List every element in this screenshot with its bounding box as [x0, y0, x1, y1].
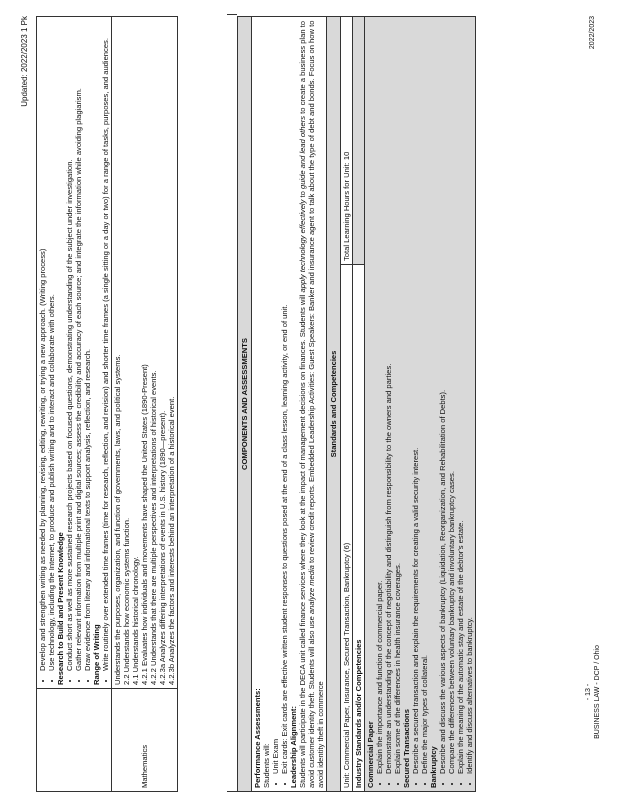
performance-bullet: • Exit cards: Exit cards are effective written student responses to questions posed at the end of a class lesson, learning activity, or end of unit.	[280, 20, 289, 774]
performance-heading: Performance Assessments:	[253, 688, 262, 788]
math-line: 4.1 Understands historical chronology.	[131, 556, 140, 685]
commercial-bullet: • Explain the importance and function of commercial paper.	[375, 20, 384, 774]
commercial-bullet: • Demonstrate an understanding of the concept of negotiability and distinguish from responsibility to the owners and parties.	[384, 20, 393, 774]
math-cell	[112, 17, 178, 689]
standards-header: Standards and Competencies	[327, 17, 341, 792]
math-line: 4.2.3b Analyzes the factors and interests behind an interpretation of a historical event.	[167, 396, 176, 685]
leadership-text-part: Students will participate in the DECA unit called finance services where they look at the impact of management decisions on finances. Students will	[298, 292, 307, 788]
leadership-emphasis: apply technology effectively	[298, 199, 307, 293]
leadership-heading: Leadership Alignment:	[289, 706, 298, 788]
secured-bullet: • Define the major types of collateral.	[420, 20, 429, 774]
standards-header-row	[327, 17, 341, 792]
subject-label: Mathematics	[112, 689, 178, 792]
leadership-text-part: to	[298, 189, 307, 200]
total-hours: Total Learning Hours for Unit: 10	[341, 17, 353, 265]
leadership-text-part: to review credit reports. Embedded Leadership Activities: Guest Speakers: Banker and insurance agent to talk about the type of debt and bonds. Focus on how to avoid identity theft in commerce	[307, 20, 325, 788]
leadership-emphasis: analyze media	[307, 565, 316, 615]
bankruptcy-bullet: • Compare the differences between voluntary bankruptcy and involuntary bankruptcy cases.	[447, 20, 456, 774]
commercial-heading: Commercial Paper	[366, 721, 375, 788]
industry-heading: Industry Standards and/or Competencies	[353, 265, 365, 792]
unit-title: Unit: Commercial Paper, Insurance, Secured Transaction, Bankruptcy (6)	[341, 265, 353, 792]
components-table	[237, 16, 476, 792]
bankruptcy-bullet: • Identify and discuss alternatives to bankruptcy.	[465, 20, 474, 774]
leadership-text-part: to create a business plan to avoid customer identity theft. Students will also use	[298, 20, 316, 788]
students-will: Students will:	[262, 743, 271, 788]
math-line: 4.2.3a Analyzes differing interpretations of events in U.S. history (1890—present).	[158, 410, 167, 685]
industry-side-cell	[353, 17, 365, 265]
footer-date: 2022/2023	[589, 16, 596, 50]
bankruptcy-bullet: • Describe and discuss the various aspects of bankruptcy (Liquidation, Reorganization, and Rehabilitation of Debts).	[438, 20, 447, 774]
research-bullet: • Draw evidence from literary and informational texts to support analysis, reflection, and research.	[83, 20, 92, 671]
footer-page-number: - 13 -	[585, 683, 592, 701]
research-bullet: • Gather relevant information from multiple print and digital sources; assess the credibility and accuracy of each source; and integrate the information while avoiding plagiarism.	[74, 20, 83, 671]
math-line: 4.2.1 Evaluates how individuals and movements have shaped the United States (1890-Present)	[140, 364, 149, 685]
math-line: 2.2 Understands how economic systems function.	[122, 517, 131, 685]
leadership-text	[298, 20, 325, 788]
standards-upper-table	[36, 16, 178, 792]
writing-bullet: • Develop and strengthen writing as needed by planning, revising, editing, rewriting, or trying a new approach. (Writing process)	[38, 20, 47, 671]
updated-date: Updated: 2022/2023 1 Pk	[20, 16, 29, 107]
bankruptcy-heading: Bankruptcy	[429, 746, 438, 788]
writing-bullet: • Use technology, including the Internet, to produce and publish writing and to interact and collaborate with others.	[47, 20, 56, 671]
empty-subject-cell	[37, 689, 112, 792]
competencies-cell	[365, 17, 476, 792]
range-heading: Range of Writing	[92, 624, 101, 685]
components-header: COMPONENTS AND ASSESSMENTS	[238, 17, 252, 792]
writing-cell	[37, 17, 112, 689]
unit-row	[341, 17, 353, 792]
leadership-emphasis: guide and lead others	[298, 115, 307, 190]
writing-row	[37, 17, 112, 792]
competencies-row	[365, 17, 476, 792]
assessments-row	[252, 17, 327, 792]
components-header-row	[238, 17, 252, 792]
math-line: 4.2.2 Understands that there are multiple perspectives and interpretations of historical events.	[149, 370, 158, 685]
research-heading: Research to Build and Present Knowledge	[56, 532, 65, 685]
secured-heading: Secured Transactions	[402, 709, 411, 788]
commercial-bullet: • Explain some of the differences in health insurance coverages.	[393, 20, 402, 774]
assessments-cell	[252, 17, 327, 792]
secured-bullet: • Describe a secured transaction and explain the requirements for creating a valid security interest.	[411, 20, 420, 774]
research-bullet: • Conduct short as well as more sustained research projects based on focused questions, demonstrating understanding of the subject under investigation.	[65, 20, 74, 671]
math-line: Understands the purposes, organization, and function of governments, laws, and political systems.	[113, 354, 122, 685]
range-bullet: • Write routinely over extended time frames (time for research, reflection, and revision) and shorter time frames (a single sitting or a day or two) for a range of tasks, purposes, and audiences.	[101, 20, 110, 671]
footer-course: BUSINESS LAW - DCP / Ohio	[594, 645, 601, 739]
table-gap	[227, 14, 237, 792]
industry-row	[353, 17, 365, 792]
performance-bullet: • Unit Exam	[271, 20, 280, 774]
bankruptcy-bullet: • Explain the meaning of the automatic stay and estate of the debtor's estate.	[456, 20, 465, 774]
footer-left	[584, 592, 602, 792]
math-row	[112, 17, 178, 792]
